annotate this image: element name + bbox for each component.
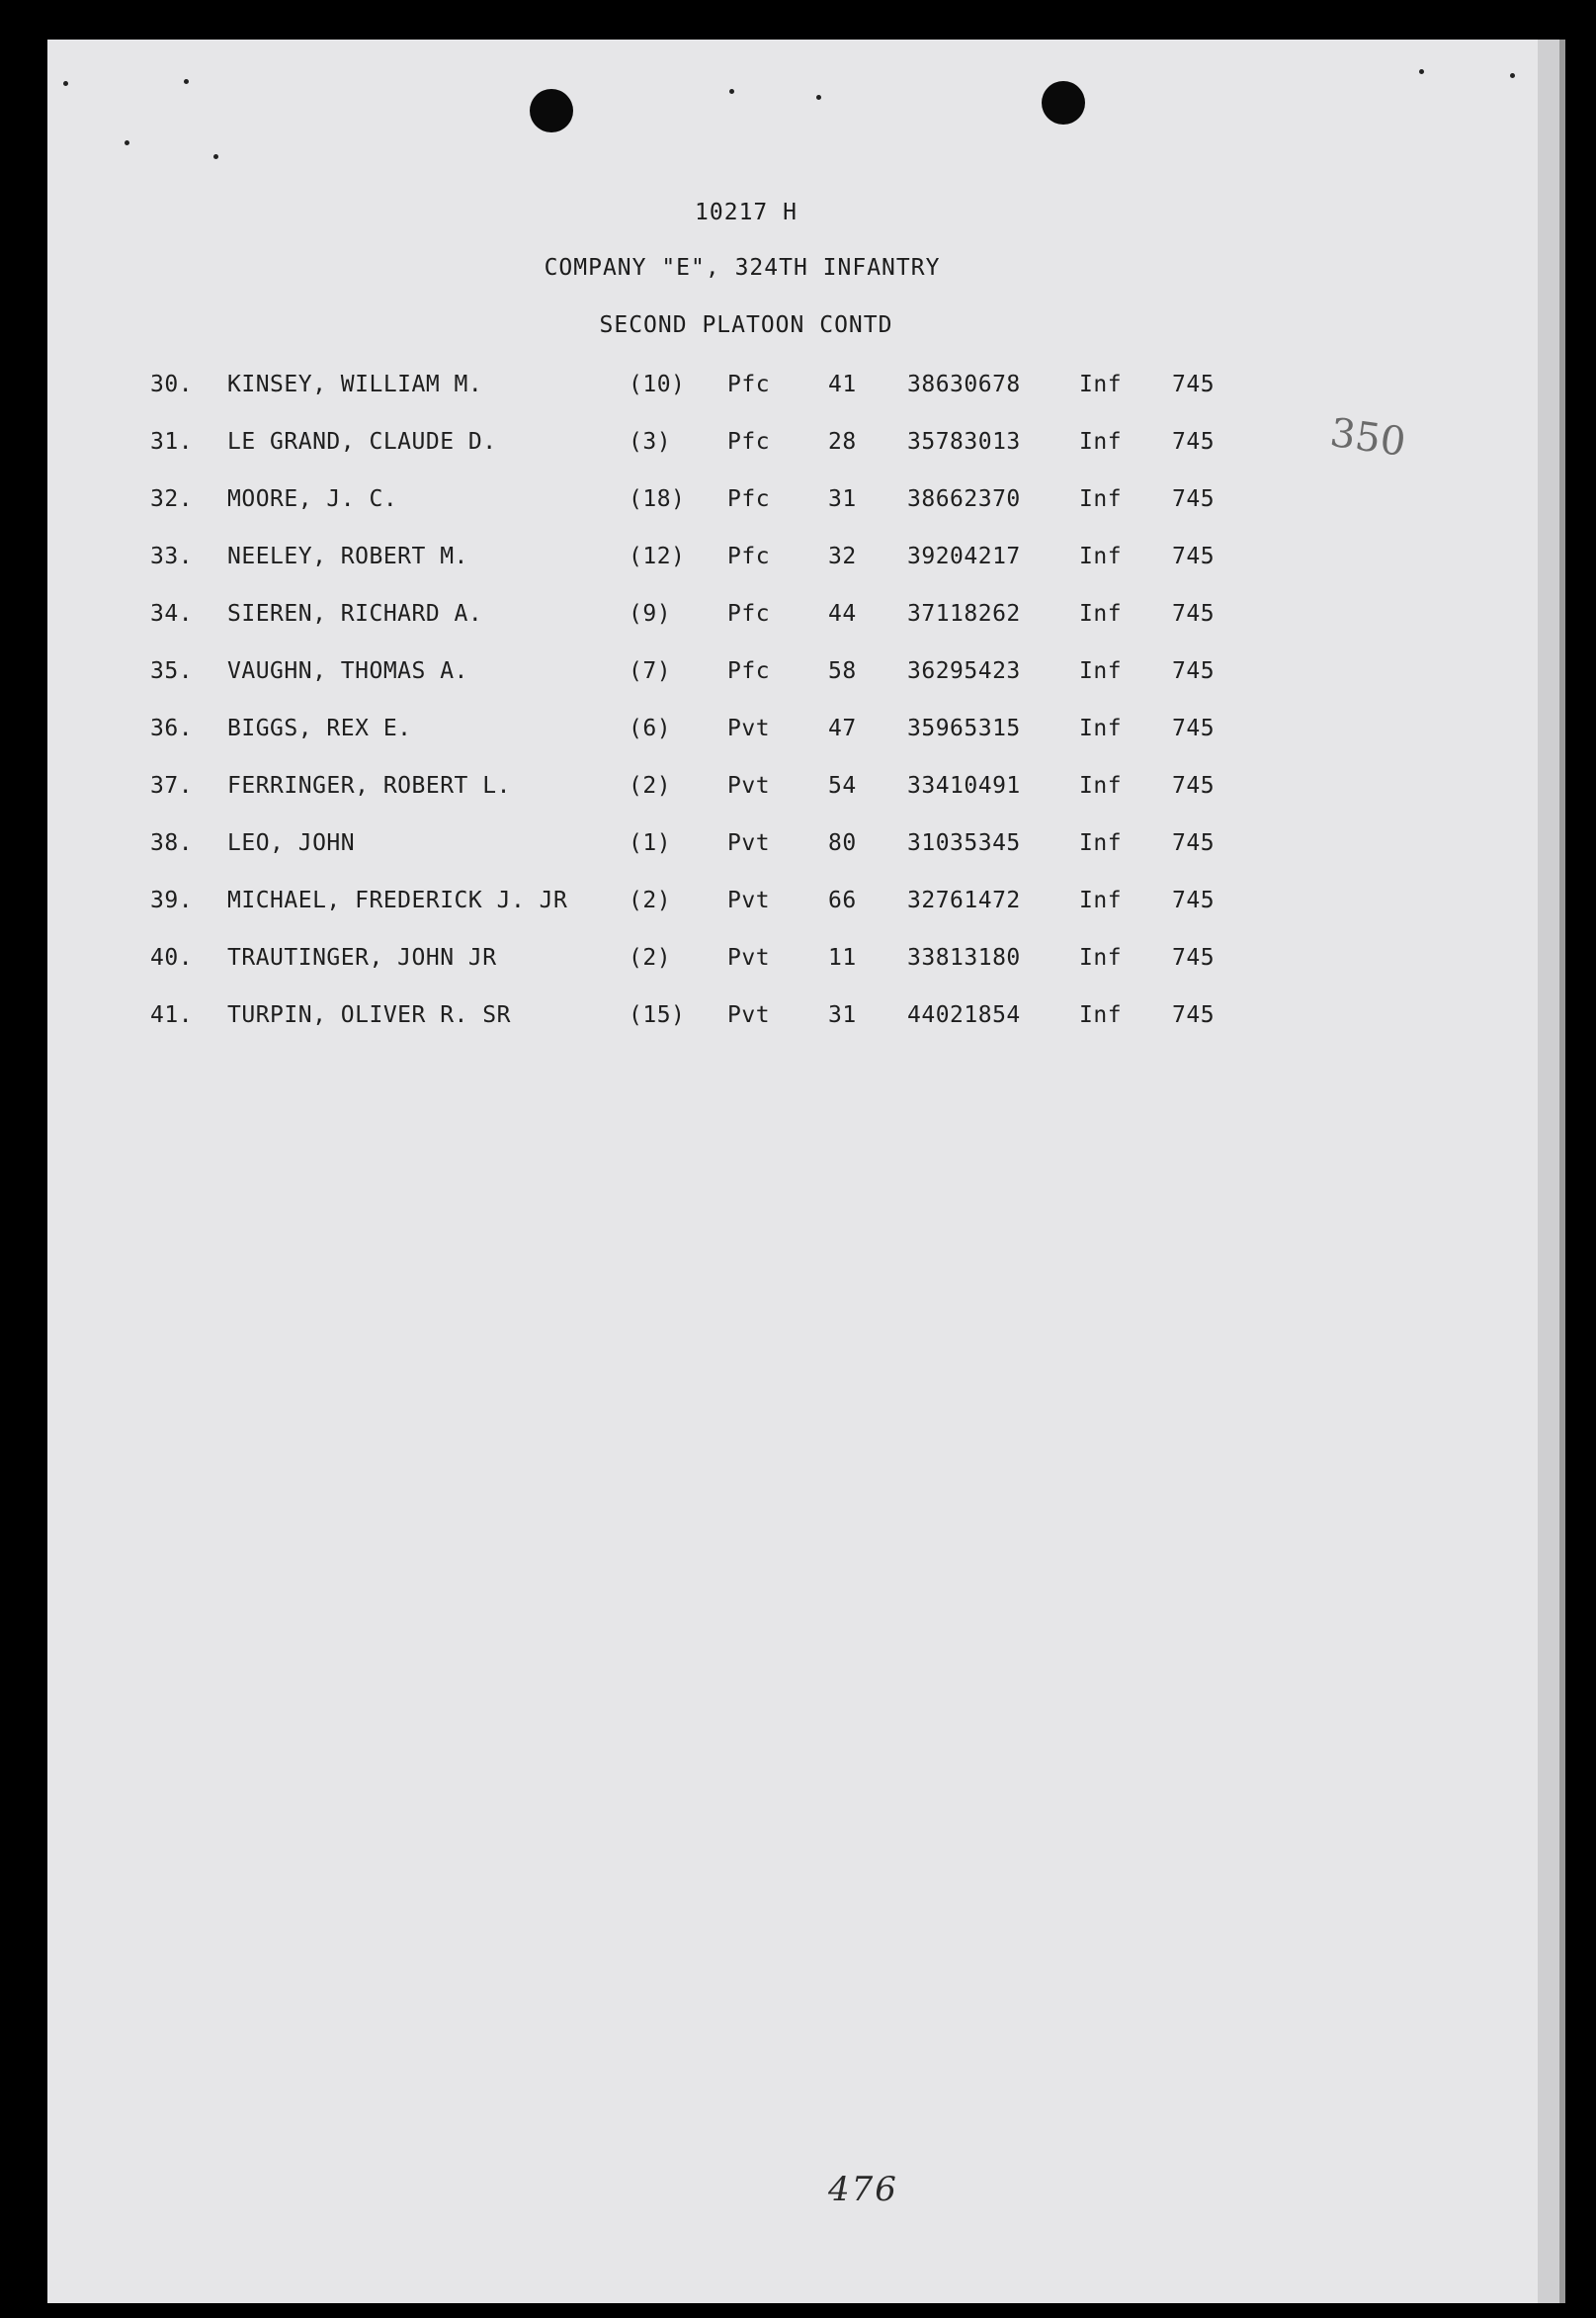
dependents-count: (2) bbox=[629, 773, 672, 799]
age: 47 bbox=[828, 716, 857, 741]
soldier-name: VAUGHN, THOMAS A. bbox=[227, 658, 468, 684]
row-number: 34. bbox=[150, 601, 194, 627]
rank: Pfc bbox=[727, 544, 771, 569]
soldier-name: MICHAEL, FREDERICK J. JR bbox=[227, 888, 568, 913]
soldier-name: BIGGS, REX E. bbox=[227, 716, 412, 741]
handwritten-page-number: 476 bbox=[828, 2170, 898, 2209]
soldier-name: TRAUTINGER, JOHN JR bbox=[227, 945, 497, 971]
serial-number: 35965315 bbox=[907, 716, 1021, 741]
speck-mark bbox=[1419, 69, 1424, 74]
age: 31 bbox=[828, 1002, 857, 1028]
row-number: 39. bbox=[150, 888, 194, 913]
age: 66 bbox=[828, 888, 857, 913]
rank: Pfc bbox=[727, 372, 771, 397]
age: 41 bbox=[828, 372, 857, 397]
dependents-count: (7) bbox=[629, 658, 672, 684]
age: 28 bbox=[828, 429, 857, 455]
spec-code: 745 bbox=[1172, 486, 1216, 512]
row-number: 35. bbox=[150, 658, 194, 684]
arm-of-service: Inf bbox=[1079, 1002, 1123, 1028]
spec-code: 745 bbox=[1172, 658, 1216, 684]
row-number: 40. bbox=[150, 945, 194, 971]
speck-mark bbox=[213, 154, 218, 159]
roster-row bbox=[47, 658, 1332, 698]
soldier-name: NEELEY, ROBERT M. bbox=[227, 544, 468, 569]
dependents-count: (9) bbox=[629, 601, 672, 627]
soldier-name: FERRINGER, ROBERT L. bbox=[227, 773, 511, 799]
serial-number: 39204217 bbox=[907, 544, 1021, 569]
serial-number: 38630678 bbox=[907, 372, 1021, 397]
arm-of-service: Inf bbox=[1079, 601, 1123, 627]
spec-code: 745 bbox=[1172, 830, 1216, 856]
spec-code: 745 bbox=[1172, 601, 1216, 627]
arm-of-service: Inf bbox=[1079, 486, 1123, 512]
arm-of-service: Inf bbox=[1079, 773, 1123, 799]
dependents-count: (10) bbox=[629, 372, 686, 397]
roster-row bbox=[47, 716, 1332, 755]
serial-number: 44021854 bbox=[907, 1002, 1021, 1028]
dependents-count: (2) bbox=[629, 945, 672, 971]
soldier-name: LE GRAND, CLAUDE D. bbox=[227, 429, 497, 455]
row-number: 36. bbox=[150, 716, 194, 741]
punch-hole-left bbox=[530, 89, 573, 132]
serial-number: 38662370 bbox=[907, 486, 1021, 512]
arm-of-service: Inf bbox=[1079, 372, 1123, 397]
punch-hole-right bbox=[1042, 81, 1085, 125]
company-title: COMPANY "E", 324TH INFANTRY bbox=[544, 255, 941, 281]
roster-row bbox=[47, 601, 1332, 641]
speck-mark bbox=[125, 140, 129, 145]
row-number: 37. bbox=[150, 773, 194, 799]
spec-code: 745 bbox=[1172, 716, 1216, 741]
rank: Pfc bbox=[727, 429, 771, 455]
serial-number: 31035345 bbox=[907, 830, 1021, 856]
rank: Pvt bbox=[727, 888, 771, 913]
rank: Pvt bbox=[727, 945, 771, 971]
dependents-count: (3) bbox=[629, 429, 672, 455]
page-edge bbox=[1538, 40, 1559, 2303]
row-number: 33. bbox=[150, 544, 194, 569]
arm-of-service: Inf bbox=[1079, 544, 1123, 569]
age: 58 bbox=[828, 658, 857, 684]
rank: Pvt bbox=[727, 773, 771, 799]
arm-of-service: Inf bbox=[1079, 945, 1123, 971]
serial-number: 33410491 bbox=[907, 773, 1021, 799]
speck-mark bbox=[63, 81, 68, 86]
soldier-name: LEO, JOHN bbox=[227, 830, 356, 856]
dependents-count: (12) bbox=[629, 544, 686, 569]
arm-of-service: Inf bbox=[1079, 429, 1123, 455]
arm-of-service: Inf bbox=[1079, 658, 1123, 684]
rank: Pfc bbox=[727, 486, 771, 512]
dependents-count: (1) bbox=[629, 830, 672, 856]
speck-mark bbox=[816, 95, 821, 100]
dependents-count: (6) bbox=[629, 716, 672, 741]
rank: Pvt bbox=[727, 830, 771, 856]
roster-row bbox=[47, 544, 1332, 583]
margin-page-stamp: 350 bbox=[1327, 409, 1409, 467]
rank: Pfc bbox=[727, 601, 771, 627]
serial-number: 33813180 bbox=[907, 945, 1021, 971]
dependents-count: (2) bbox=[629, 888, 672, 913]
age: 80 bbox=[828, 830, 857, 856]
spec-code: 745 bbox=[1172, 888, 1216, 913]
spec-code: 745 bbox=[1172, 945, 1216, 971]
soldier-name: SIEREN, RICHARD A. bbox=[227, 601, 483, 627]
section-title: SECOND PLATOON CONTD bbox=[599, 312, 893, 338]
age: 54 bbox=[828, 773, 857, 799]
soldier-name: MOORE, J. C. bbox=[227, 486, 398, 512]
speck-mark bbox=[1510, 73, 1515, 78]
roster-row bbox=[47, 486, 1332, 526]
soldier-name: TURPIN, OLIVER R. SR bbox=[227, 1002, 511, 1028]
file-number: 10217 H bbox=[695, 200, 798, 225]
row-number: 31. bbox=[150, 429, 194, 455]
spec-code: 745 bbox=[1172, 773, 1216, 799]
roster-row bbox=[47, 830, 1332, 870]
age: 31 bbox=[828, 486, 857, 512]
spec-code: 745 bbox=[1172, 429, 1216, 455]
roster-row bbox=[47, 1002, 1332, 1042]
arm-of-service: Inf bbox=[1079, 716, 1123, 741]
row-number: 30. bbox=[150, 372, 194, 397]
serial-number: 37118262 bbox=[907, 601, 1021, 627]
age: 11 bbox=[828, 945, 857, 971]
arm-of-service: Inf bbox=[1079, 888, 1123, 913]
spec-code: 745 bbox=[1172, 544, 1216, 569]
serial-number: 35783013 bbox=[907, 429, 1021, 455]
roster-row bbox=[47, 773, 1332, 813]
rank: Pvt bbox=[727, 716, 771, 741]
roster-row bbox=[47, 372, 1332, 411]
rank: Pvt bbox=[727, 1002, 771, 1028]
row-number: 32. bbox=[150, 486, 194, 512]
spec-code: 745 bbox=[1172, 372, 1216, 397]
arm-of-service: Inf bbox=[1079, 830, 1123, 856]
serial-number: 36295423 bbox=[907, 658, 1021, 684]
speck-mark bbox=[184, 79, 189, 84]
roster-row bbox=[47, 429, 1332, 469]
age: 32 bbox=[828, 544, 857, 569]
speck-mark bbox=[729, 89, 734, 94]
row-number: 41. bbox=[150, 1002, 194, 1028]
serial-number: 32761472 bbox=[907, 888, 1021, 913]
roster-row bbox=[47, 888, 1332, 927]
spec-code: 745 bbox=[1172, 1002, 1216, 1028]
dependents-count: (15) bbox=[629, 1002, 686, 1028]
roster-row bbox=[47, 945, 1332, 985]
dependents-count: (18) bbox=[629, 486, 686, 512]
age: 44 bbox=[828, 601, 857, 627]
document-page bbox=[47, 40, 1565, 2303]
row-number: 38. bbox=[150, 830, 194, 856]
rank: Pfc bbox=[727, 658, 771, 684]
soldier-name: KINSEY, WILLIAM M. bbox=[227, 372, 483, 397]
